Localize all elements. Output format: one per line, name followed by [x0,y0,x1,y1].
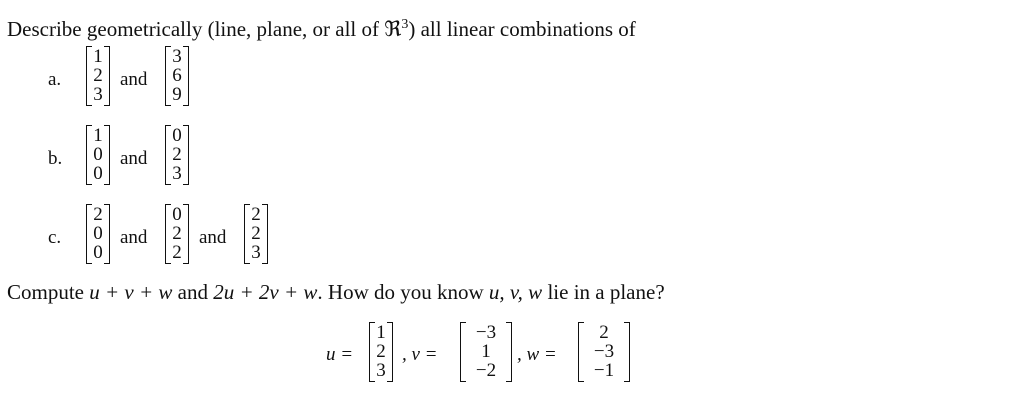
prompt-start: Describe geometrically (line, plane, or all of [7,17,385,41]
vector-entry: 2 [93,204,103,225]
vector-entry: 2 [251,204,261,225]
vector-entry: 0 [93,163,103,184]
vector-entry: 2 [599,322,609,343]
vector-entry: 2 [172,144,182,165]
part-c-vector-3 [244,202,268,266]
vector-entry: 2 [376,341,386,362]
part-b-vector-2 [165,123,189,187]
expression-weighted-sum: 2u + 2v + w [213,280,318,304]
vector-entry: 1 [93,46,103,67]
and-connector: and [120,227,148,248]
vector-entry: −3 [593,341,615,362]
part-c-vector-1 [86,202,110,266]
vector-entry: 2 [93,65,103,86]
part-a-vector-1 [86,44,110,108]
vector-entry: 1 [376,322,386,343]
compute-start: Compute [7,280,90,304]
prompt-end: ) all linear combinations of [408,17,636,41]
and-connector: and [199,227,227,248]
and-connector: and [120,148,148,169]
vector-entry: 1 [481,341,491,362]
and-connector: and [120,69,148,90]
space-symbol: ℜ [384,17,402,41]
vector-entry: 2 [172,223,182,244]
part-b-vector-1 [86,123,110,187]
w-vector [578,320,630,384]
part-c-vector-2 [165,202,189,266]
compute-question-text: . How do you know [317,280,489,304]
question-prompt [7,13,636,41]
variables: u, v, w [488,280,543,304]
compute-question [7,280,665,304]
part-a-vector-2 [165,44,189,108]
compute-end: lie in a plane? [542,280,665,304]
w-label: , w = [517,344,557,365]
v-vector [460,320,512,384]
u-vector [369,320,393,384]
vector-entry: 0 [172,204,182,225]
vector-entry: 3 [251,242,261,263]
vector-entry: 3 [376,360,386,381]
vector-entry: 2 [251,223,261,244]
v-label: , v = [402,344,438,365]
vector-entry: −1 [593,360,615,381]
vector-entry: 3 [172,163,182,184]
compute-mid: and [172,280,214,304]
vector-entry: 0 [172,125,182,146]
part-c-label: c. [48,227,62,248]
part-b-label: b. [48,148,63,169]
part-a-label: a. [48,69,62,90]
vector-entry: −2 [475,360,497,381]
vector-entry: 0 [93,223,103,244]
vector-entry: −3 [475,322,497,343]
space-power: 3 [401,17,409,32]
vector-entry: 3 [93,84,103,105]
vector-entry: 0 [93,144,103,165]
expression-sum: u + v + w [89,280,173,304]
vector-entry: 2 [172,242,182,263]
vector-entry: 3 [172,46,182,67]
vector-entry: 6 [172,65,182,86]
vector-entry: 1 [93,125,103,146]
vector-entry: 0 [93,242,103,263]
u-label: u = [326,344,354,365]
vector-entry: 9 [172,84,182,105]
